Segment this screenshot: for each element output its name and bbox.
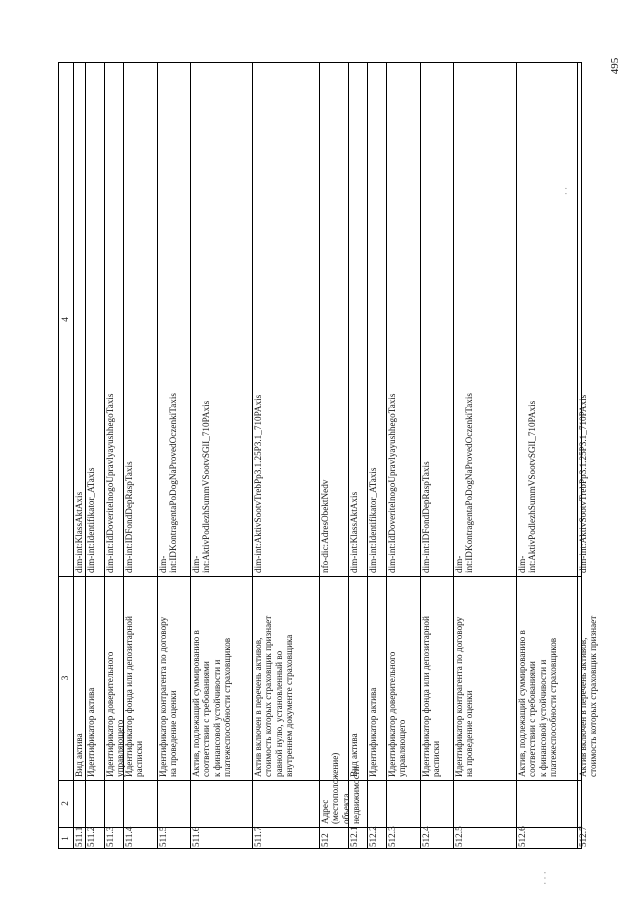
row-description-cell [85,576,104,780]
row-description-cell [516,576,577,780]
row-code-cell-text: dim-int:Identifikator_ATaxis [368,467,378,573]
row-code-cell-text: dim-int:KlassAktAxis [349,491,359,573]
row-code-cell [367,63,386,576]
row-description-cell [386,576,420,780]
scan-mark: · · [561,186,572,196]
row-name-cell [157,780,190,827]
row-description-cell-text: Идентификатор актива [368,687,378,777]
row-name-cell [420,780,453,827]
row-code-cell-text: dim-int:IDFondDepRaspTaxis [421,461,431,573]
row-number-cell [190,827,252,850]
header-cell-2 [59,780,73,827]
row-description-cell [123,576,157,780]
row-code-cell-text: dim-int:AktivSootvTrebPp3.1.25P3.1_710PAxis [578,394,588,573]
row-code-cell [73,63,85,576]
row-number-cell-text: 511.5 [158,826,168,847]
row-number-cell-text: 511.6 [191,826,201,847]
row-number-cell [386,827,420,850]
row-code-cell [453,63,516,576]
row-description-cell [319,576,348,780]
row-number-cell-text: 512.2 [368,826,378,847]
row-description-cell [577,576,610,780]
row-code-cell-text: dim-int:IDFondDepRaspTaxis [124,461,134,573]
row-description-cell-text: Идентификатор актива [86,687,96,777]
row-description-cell-text: Идентификатор фонда или депозитарной расписки [421,616,442,777]
row-name-cell [123,780,157,827]
row-code-cell [386,63,420,576]
row-number-cell [577,827,610,850]
header-cell-2-text: 2 [60,801,70,806]
row-number-cell-text: 511.2 [86,826,96,847]
row-description-cell [367,576,386,780]
row-number-cell [348,827,367,850]
header-cell-4 [59,63,73,576]
row-description-cell-text: Актив включен в перечень активов, стоимость которых страховщик признает равной нулю, установленный во внутреннем документе страховщика [253,615,295,777]
row-description-cell-text: Актив, подлежащий суммированию в соответствии с требованиями к финансовой устойчивости и платежеспособности страховщиков [517,630,559,777]
row-code-cell-text: dim- int:IDKontragentaPoDogNaProvedOczenkiTaxis [158,393,179,573]
row-number-cell [319,827,348,850]
row-code-cell [190,63,252,576]
row-code-cell [319,63,348,576]
document-table [58,62,599,849]
row-code-cell [123,63,157,576]
row-number-cell [73,827,85,850]
row-description-cell [348,576,367,780]
row-name-cell [104,780,123,827]
header-cell-1-text: 1 [60,836,70,841]
row-description-cell-text: Идентификатор контрагента по договору на проведение оценки [454,616,475,777]
row-name-cell [85,780,104,827]
row-description-cell [420,576,453,780]
row-code-cell-text: dim- int:AktivPodlezhSummVSootvSGlI_710PAxis [191,400,212,573]
row-code-cell-text: dim-int:Identifikator_ATaxis [86,467,96,573]
row-number-cell-text: 512.1 [349,826,359,847]
row-code-cell [516,63,577,576]
row-number-cell-text: 512.7 [578,826,588,847]
row-code-cell-text: dim-int:IdDoveritelnogoUpravlyayushhegoTaxis [105,393,115,573]
row-name-cell [190,780,252,827]
row-number-cell-text: 511.7 [253,826,263,847]
row-description-cell [104,576,126,780]
row-description-cell-text: Актив включен в перечень активов, стоимость которых страховщик признает [578,615,599,777]
row-description-cell [252,576,319,780]
row-number-cell [104,827,123,850]
row-code-cell-text: dim- int:IDKontragentaPoDogNaProvedOczenkiTaxis [454,393,475,573]
row-number-cell-text: 512 [320,833,330,847]
row-number-cell-text: 511.3 [105,826,115,847]
header-cell-3 [59,576,73,780]
row-number-cell [453,827,516,850]
row-code-cell-text: nfo-dic:AdresObektNedv [320,479,330,573]
row-number-cell-text: 512.3 [387,826,397,847]
row-number-cell [367,827,386,850]
row-number-cell [420,827,453,850]
row-number-cell [123,827,157,850]
row-description-cell [453,576,516,780]
row-description-cell [190,576,252,780]
header-cell-4-text: 4 [60,317,70,322]
row-name-cell-text: Адрес (местоположение) объекта недвижимости [320,752,362,824]
row-number-cell [157,827,190,850]
row-code-cell [348,63,367,576]
row-description-cell-text: Идентификатор контрагента по договору на проведение оценки [158,616,179,777]
row-description-cell-text: Вид актива [74,733,84,777]
row-description-cell-text: Идентификатор доверительного управляющего [387,651,408,777]
row-number-cell-text: 512.6 [517,826,527,847]
row-description-cell [73,576,85,780]
row-name-cell [348,780,367,827]
row-code-cell-text: dim-int:IdDoveritelnogoUpravlyayushhegoTaxis [387,393,397,573]
row-name-cell [367,780,386,827]
row-number-cell-text: 511.4 [124,826,134,847]
row-description-cell [157,576,190,780]
row-name-cell [73,780,85,827]
header-cell-1 [59,827,73,850]
row-number-cell [516,827,577,850]
row-description-cell-text: Идентификатор фонда или депозитарной расписки [124,616,145,777]
row-code-cell [157,63,190,576]
row-number-cell [252,827,319,850]
row-code-cell [252,63,319,576]
row-name-cell [516,780,577,827]
row-code-cell [420,63,453,576]
row-code-cell [85,63,104,576]
row-name-cell [453,780,516,827]
row-name-cell [252,780,319,827]
row-description-cell-text: Вид актива [349,733,359,777]
header-cell-3-text: 3 [60,675,70,681]
row-code-cell-text: dim- int:AktivPodlezhSummVSootvSGlI_710PAxis [517,400,538,573]
row-code-cell [104,63,123,576]
row-description-cell-text: Актив, подлежащий суммированию в соответствии с требованиями к финансовой устойчивости и платежеспособности страховщиков [191,630,233,777]
row-number-cell-text: 511.1 [74,826,84,847]
scan-marks: · · · [539,871,550,885]
row-description-cell-text: Идентификатор доверительного управляющего [105,651,126,777]
row-code-cell-text: dim-int:KlassAktAxis [74,491,84,573]
row-name-cell [386,780,420,827]
row-code-cell-text: dim-int:AktivSootvTrebPp3.1.25P3.1_710PAxis [253,394,263,573]
row-number-cell-text: 512.5 [454,826,464,847]
row-code-cell [577,63,610,576]
row-number-cell [85,827,104,850]
row-number-cell-text: 512.4 [421,826,431,847]
row-name-cell [577,780,610,827]
page-number: 495 [609,57,621,75]
